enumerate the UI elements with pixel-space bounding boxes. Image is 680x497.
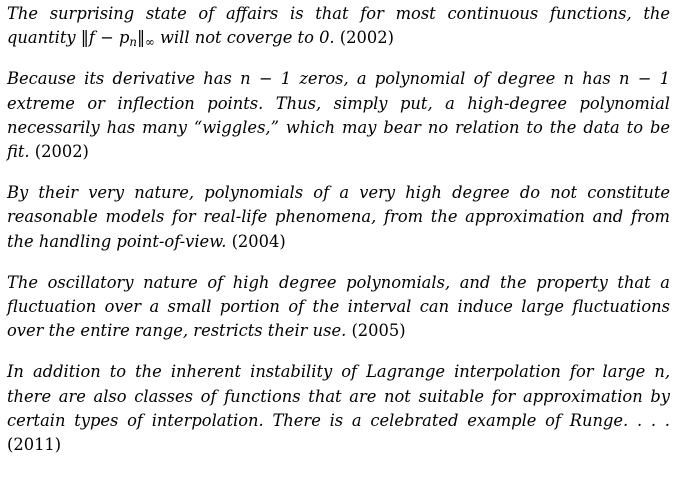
quote-2004-models xyxy=(7,181,670,254)
quote-text-tail: will not coverge to 0. xyxy=(154,28,335,48)
quote-year: (2005) xyxy=(351,321,406,341)
quote-text: In addition to the inherent instability of Lagrange interpolation for large n, there are also classes of functions that are not suitable for approximation by certain types of interpolation. There is a celebrated example of Runge. . . . xyxy=(7,362,670,430)
norm-expression: ‖f − $p_n‖_\infty$ xyxy=(80,28,155,50)
quote-text: By their very nature, polynomials of a very high degree do not constitute reasonable models for real-life phenomena, from the approximation and from the handling point-of-view. xyxy=(7,183,670,251)
quote-year: (2004) xyxy=(231,231,286,251)
quote-2005-oscillatory xyxy=(7,271,670,344)
quote-text: The surprising state of affairs is that for most continuous functions, the quantity xyxy=(7,4,670,48)
quote-year: (2002) xyxy=(339,28,394,48)
quote-year: (2011) xyxy=(7,435,62,455)
quote-2002-convergence xyxy=(7,2,670,50)
quote-text: The oscillatory nature of high degree polynomials, and the property that a fluctuation over a small portion of the interval can induce large fluctuations over the entire range, restricts their use. xyxy=(7,272,670,341)
quote-2002-wiggles xyxy=(7,67,670,164)
quote-2011-runge xyxy=(7,360,670,457)
quote-text: Because its derivative has n − 1 zeros, a polynomial of degree n has n − 1 extreme or inflection points. Thus, simply put, a high-degree polynomial necessarily has many “wiggles,” which may bear no relation to the data to be fit. xyxy=(7,69,670,162)
quote-year: (2002) xyxy=(34,142,89,162)
